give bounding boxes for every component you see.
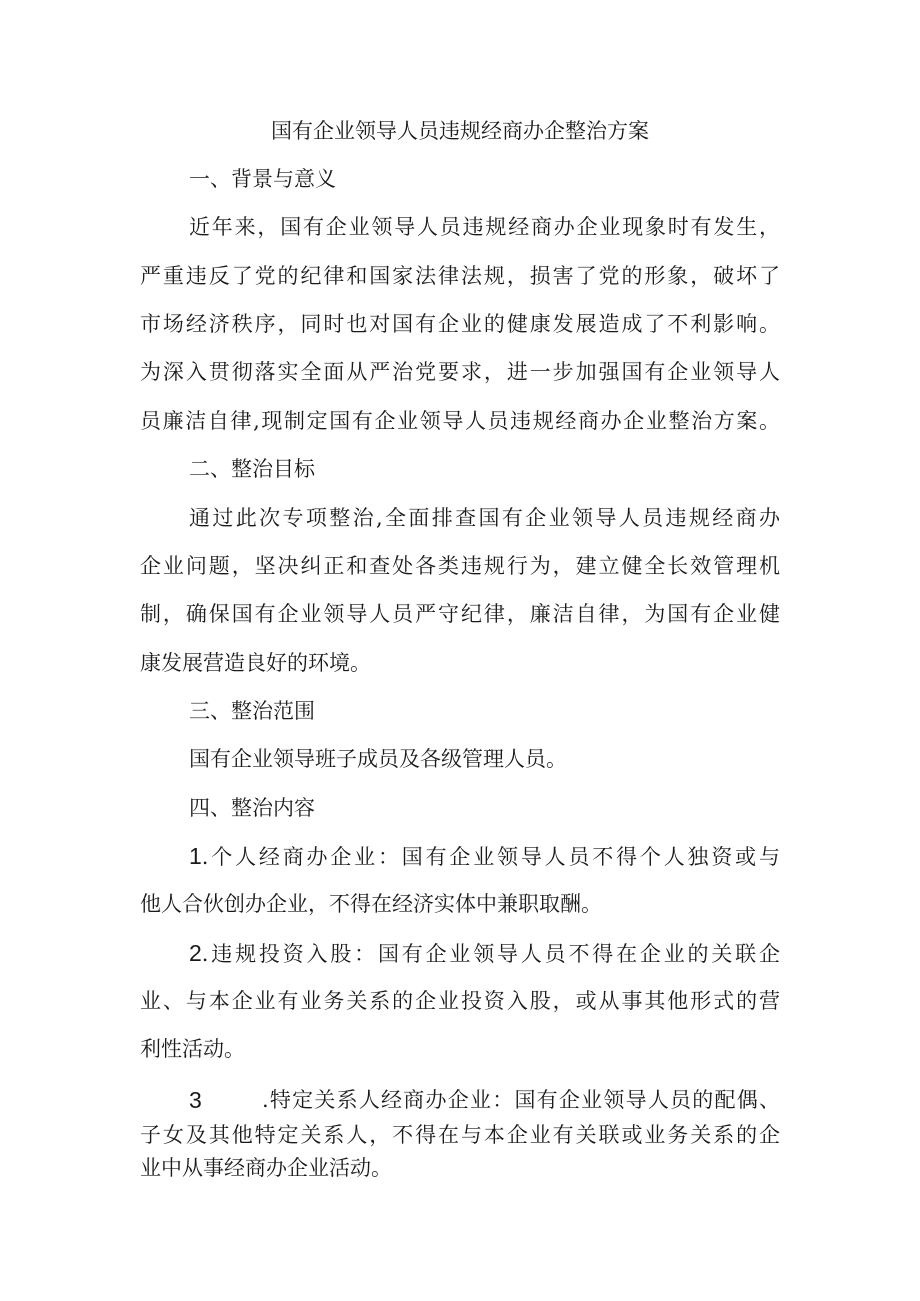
section-heading-content: 四、整治内容 (189, 796, 315, 820)
paragraph-line: 员廉洁自律,现制定国有企业领导人员违规经商办企业整治方案。 (140, 409, 780, 433)
list-item (189, 938, 780, 969)
paragraph-line: 近年来，国有企业领导人员违规经商办企业现象时有发生， (189, 215, 780, 239)
paragraph-line: 通过此次专项整治,全面排查国有企业领导人员违规经商办 (189, 506, 780, 530)
item-number: 2 (189, 940, 202, 966)
paragraph-line: 企业问题，坚决纠正和查处各类违规行为，建立健全长效管理机 (140, 554, 780, 578)
item-text: .特定关系人经商办企业：国有企业领导人员的配偶、 (262, 1088, 780, 1112)
item-text: .违规投资入股：国有企业领导人员不得在企业的关联企 (201, 942, 780, 966)
paragraph-line: 国有企业领导班子成员及各级管理人员。 (189, 747, 567, 771)
paragraph-line: 业、与本企业有业务关系的企业投资入股，或从事其他形式的营 (140, 989, 780, 1013)
list-item (189, 841, 780, 872)
item-number: 1 (189, 843, 202, 869)
item-number: 3 (189, 1087, 202, 1113)
paragraph-line: 严重违反了党的纪律和国家法律法规，损害了党的形象，破坏了 (140, 264, 780, 288)
paragraph-line: 业中从事经商办企业活动。 (140, 1156, 392, 1180)
paragraph-line: 他人合伙创办企业，不得在经济实体中兼职取酬。 (140, 892, 602, 916)
paragraph-line: 利性活动。 (140, 1037, 245, 1061)
item-text: .个人经商办企业：国有企业领导人员不得个人独资或与 (201, 845, 780, 869)
section-heading-goals: 二、整治目标 (189, 457, 315, 481)
paragraph-line: 为深入贯彻落实全面从严治党要求，进一步加强国有企业领导人 (140, 360, 780, 384)
paragraph-line: 康发展营造良好的环境。 (140, 651, 371, 675)
paragraph-line: 制，确保国有企业领导人员严守纪律，廉洁自律，为国有企业健 (140, 602, 780, 626)
paragraph-line: 市场经济秩序，同时也对国有企业的健康发展造成了不利影响。 (140, 312, 780, 336)
section-heading-background: 一、背景与意义 (189, 167, 336, 191)
section-heading-scope: 三、整治范围 (189, 699, 315, 723)
paragraph-line: 子女及其他特定关系人，不得在与本企业有关联或业务关系的企 (140, 1123, 780, 1147)
document-title: 国有企业领导人员违规经商办企整治方案 (271, 119, 649, 143)
